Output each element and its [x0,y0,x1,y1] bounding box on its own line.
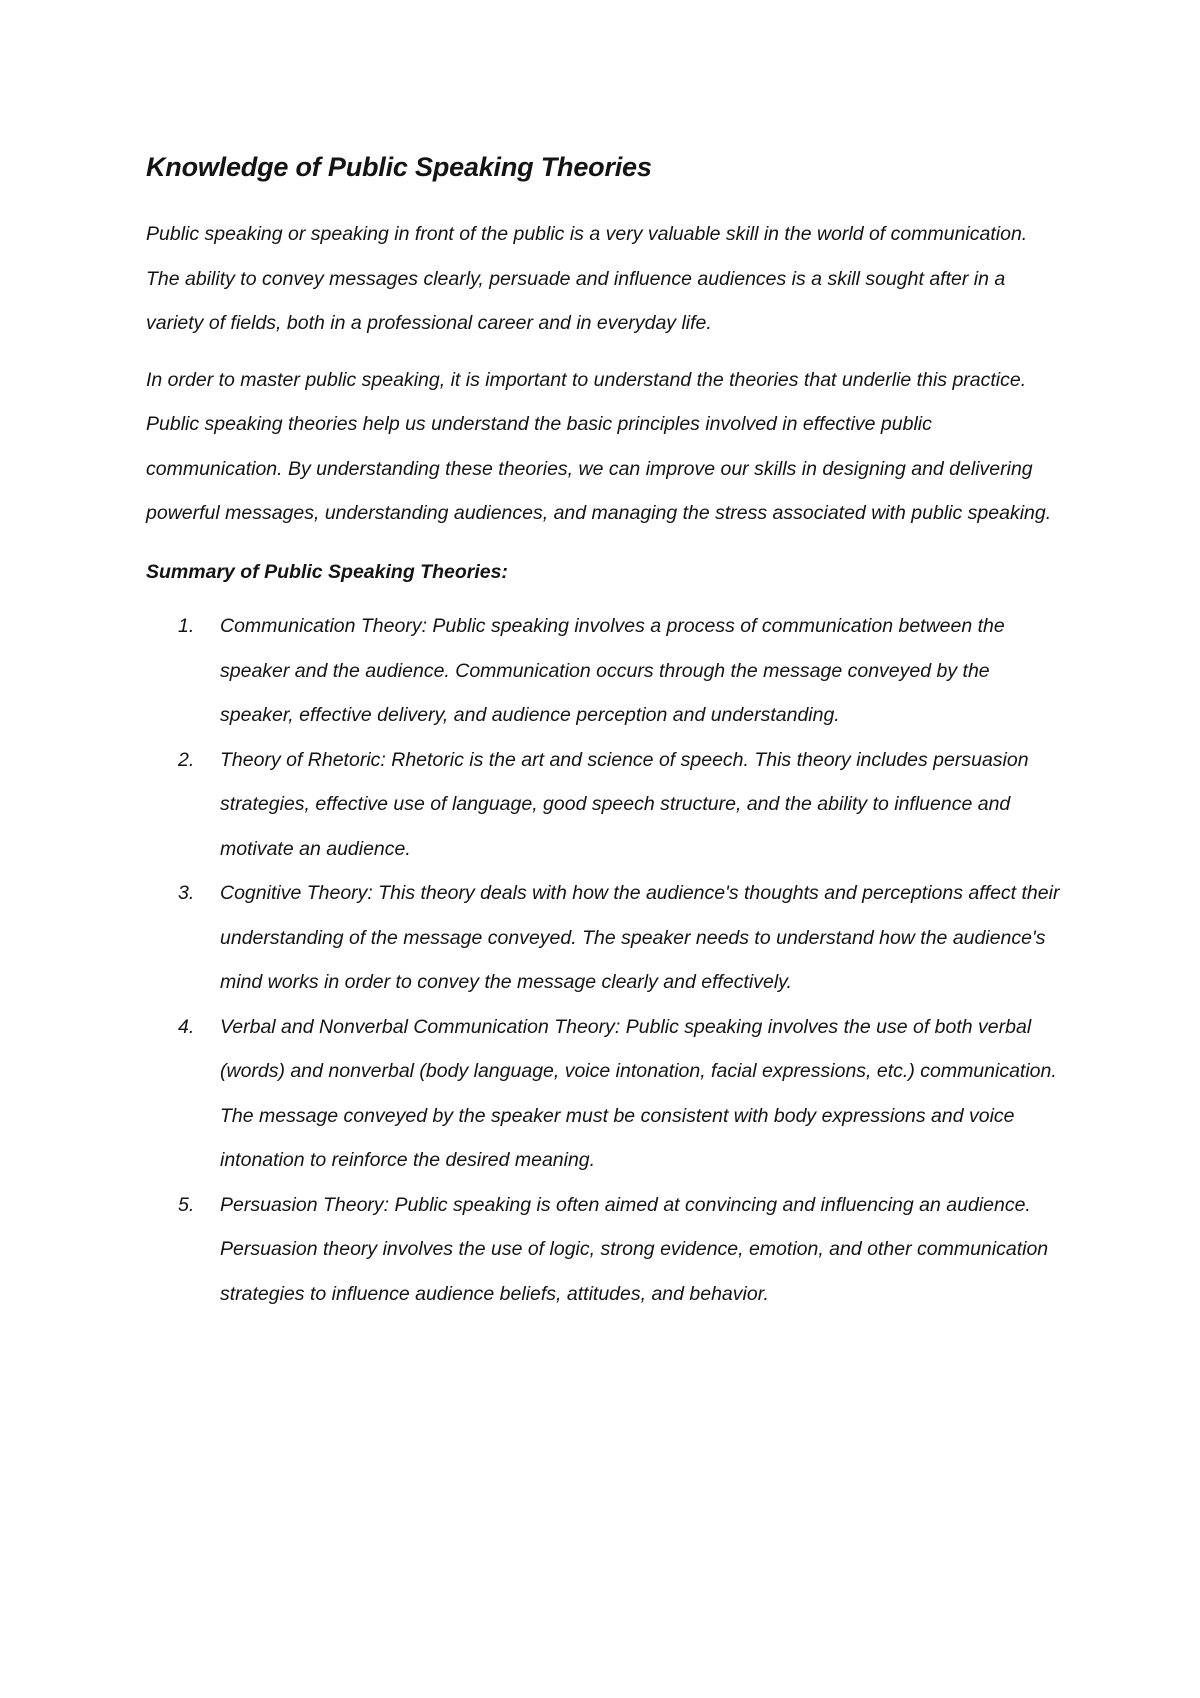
document-body [146,146,1066,1316]
list-number: 5. [178,1193,195,1216]
list-number: 1. [178,615,195,637]
theory-item-cognitive [146,871,1066,1005]
theory-text: Persuasion Theory: Public speaking is often aimed at convincing and influencing an audience. Persuasion theory involves the use of logic, strong evidence, emotion, and other communication strategies to influence audience beliefs, attitudes, and behavior. [220,1193,1049,1305]
summary-heading: Summary of Public Speaking Theories: [146,560,508,583]
theories-list [146,604,1066,1316]
theory-text: Verbal and Nonverbal Communication Theory: Public speaking involves the use of both verbal (words) and nonverbal (body language, voice intonation, facial expressions, etc.) communication. The message conveyed by the speaker must be consistent with body expressions and voice intonation to reinforce the desired meaning. [220,1015,1057,1171]
theory-text: Communication Theory: Public speaking involves a process of communication between the speaker and the audience. Communication occurs through the message conveyed by the speaker, effective delivery, and audience perception and understanding. [220,615,1005,726]
list-number: 4. [178,1015,195,1038]
theory-item-persuasion [146,1183,1066,1317]
context-paragraph: In order to master public speaking, it is important to understand the theories that underlie this practice. Public speaking theories help us understand the basic principles involved in effective public communication. By understanding these theories, we can improve our skills in designing and delivering powerful messages, understanding audiences, and managing the stress associated with public speaking. [146,368,1052,524]
theory-text: Cognitive Theory: This theory deals with how the audience's thoughts and perceptions affect their understanding of the message conveyed. The speaker needs to understand how the audience's mind works in order to convey the message clearly and effectively. [220,882,1060,993]
theory-item-verbal-nonverbal [146,1005,1066,1183]
document-title: Knowledge of Public Speaking Theories [146,152,652,182]
list-number: 3. [178,882,195,904]
theory-text: Theory of Rhetoric: Rhetoric is the art and science of speech. This theory includes persuasion strategies, effective use of language, good speech structure, and the ability to influence and motivate an audience. [220,748,1029,860]
intro-paragraph: Public speaking or speaking in front of the public is a very valuable skill in the world of communication. The ability to convey messages clearly, persuade and influence audiences is a skill sought after in a variety of fields, both in a professional career and in everyday life. [146,223,1028,334]
list-number: 2. [178,748,195,771]
theory-item-rhetoric [146,738,1066,872]
theory-item-communication [146,604,1066,738]
